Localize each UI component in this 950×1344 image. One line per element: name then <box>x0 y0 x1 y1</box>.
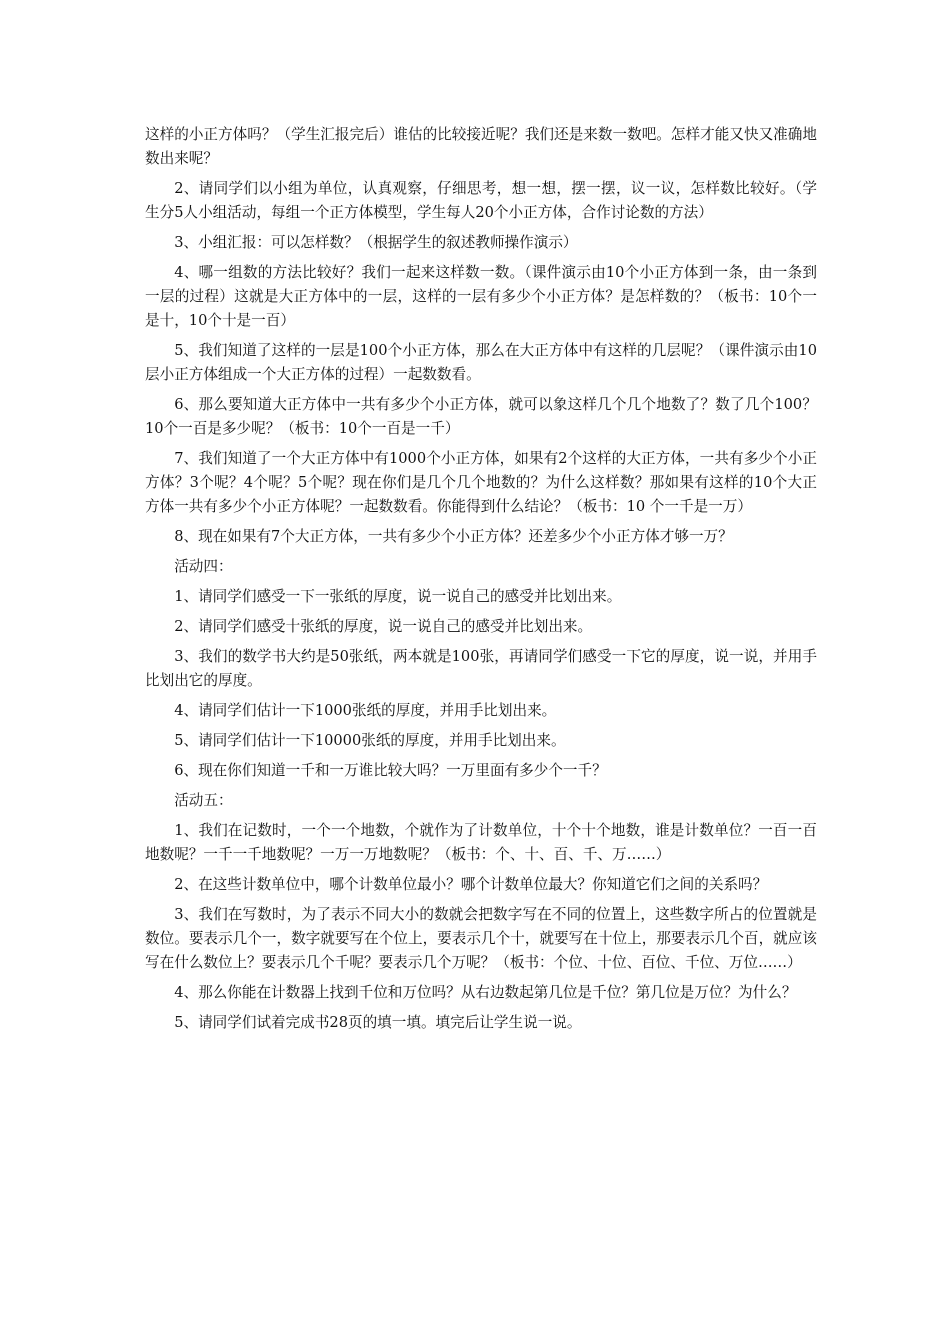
paragraph-activity4-step-1: 1、请同学们感受一下一张纸的厚度，说一说自己的感受并比划出来。 <box>174 588 622 605</box>
paragraph-activity5-step-1: 1、我们在记数时，一个一个地数，个就作为了计数单位，十个十个地数，谁是计数单位？一百一百地数呢？一千一千地数呢？一万一万地数呢？（板书：个、十、百、千、万……） <box>145 822 817 863</box>
paragraph-activity5-step-5: 5、请同学们试着完成书28页的填一填。填完后让学生说一说。 <box>174 1014 582 1031</box>
paragraph-activity4-step-4: 4、请同学们估计一下1000张纸的厚度，并用手比划出来。 <box>174 702 557 719</box>
paragraph-activity5-step-2: 2、在这些计数单位中，哪个计数单位最小？哪个计数单位最大？你知道它们之间的关系吗？ <box>174 876 768 893</box>
paragraph-activity5-step-3: 3、我们在写数时，为了表示不同大小的数就会把数字写在不同的位置上，这些数字所占的位置就是数位。要表示几个一，数字就要写在个位上，要表示几个十，就要写在十位上，那要表示几个百，就应该写在什么数位上？要表示几个千呢？要表示几个万呢？（板书：个位、十位、百位、千位、万位……） <box>145 906 817 971</box>
paragraph-activity4-step-2: 2、请同学们感受十张纸的厚度，说一说自己的感受并比划出来。 <box>174 618 593 635</box>
paragraph-step-7: 7、我们知道了一个大正方体中有1000个小正方体，如果有2个这样的大正方体，一共有多少个小正方体？3个呢？4个呢？5个呢？现在你们是几个几个地数的？为什么这样数？那如果有这样的10个大正方体一共有多少个小正方体呢？一起数数看。你能得到什么结论？（板书：10 个一千是一万） <box>145 450 817 515</box>
paragraph-activity5-step-4: 4、那么你能在计数器上找到千位和万位吗？从右边数起第几位是千位？第几位是万位？为什么？ <box>174 984 797 1001</box>
paragraph-step-3: 3、小组汇报：可以怎样数？（根据学生的叙述教师操作演示） <box>174 234 578 251</box>
section-heading-activity-4: 活动四： <box>174 558 233 575</box>
paragraph-step-8: 8、现在如果有7个大正方体，一共有多少个小正方体？还差多少个小正方体才够一万？ <box>174 528 733 545</box>
paragraph-activity4-step-3: 3、我们的数学书大约是50张纸，两本就是100张，再请同学们感受一下它的厚度，说一说，并用手比划出它的厚度。 <box>145 648 817 689</box>
section-heading-activity-5: 活动五： <box>174 792 233 809</box>
paragraph-step-2: 2、请同学们以小组为单位，认真观察，仔细思考，想一想，摆一摆，议一议，怎样数比较好。（学生分5人小组活动，每组一个正方体模型，学生每人20个小正方体，合作讨论数的方法） <box>145 180 817 221</box>
paragraph-step-5: 5、我们知道了这样的一层是100个小正方体，那么在大正方体中有这样的几层呢？（课件演示由10层小正方体组成一个大正方体的过程）一起数数看。 <box>145 342 817 383</box>
paragraph-step-6: 6、那么要知道大正方体中一共有多少个小正方体，就可以象这样几个几个地数了？数了几个100？10个一百是多少呢？（板书：10个一百是一千） <box>145 396 817 437</box>
paragraph-step-4: 4、哪一组数的方法比较好？我们一起来这样数一数。（课件演示由10个小正方体到一条，由一条到一层的过程）这就是大正方体中的一层，这样的一层有多少个小正方体？是怎样数的？（板书：10个一是十，10个十是一百） <box>145 264 817 329</box>
paragraph-activity4-step-5: 5、请同学们估计一下10000张纸的厚度，并用手比划出来。 <box>174 732 566 749</box>
paragraph-activity4-step-6: 6、现在你们知道一千和一万谁比较大吗？一万里面有多少个一千？ <box>174 762 607 779</box>
document-page <box>145 123 817 1041</box>
paragraph-continuation: 这样的小正方体吗？（学生汇报完后）谁估的比较接近呢？我们还是来数一数吧。怎样才能又快又准确地数出来呢？ <box>145 126 817 167</box>
